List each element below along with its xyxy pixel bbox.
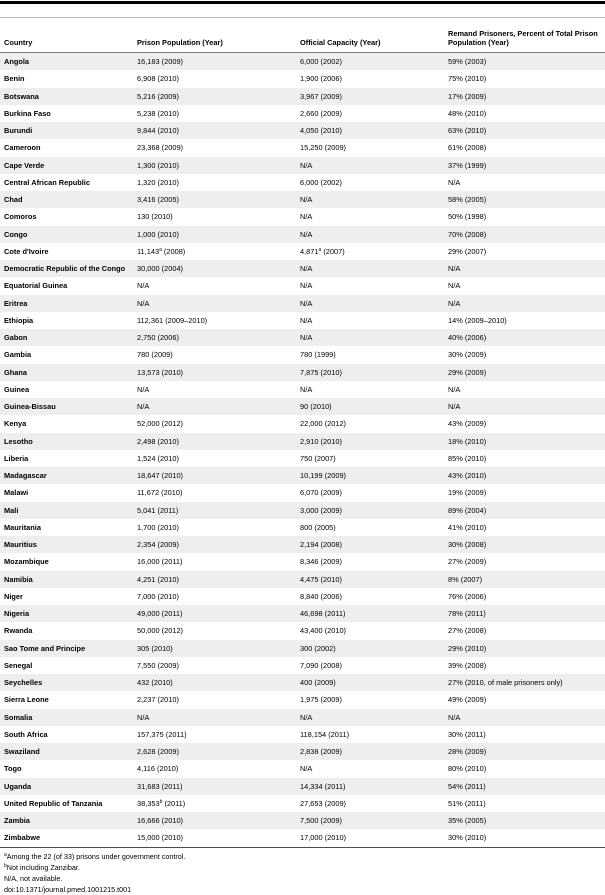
- cell-official-capacity: 3,000 (2009): [300, 505, 342, 515]
- cell-country: Angola: [4, 57, 30, 67]
- cell-remand: 43% (2010): [448, 471, 487, 481]
- footnote-line: $^a$Among the 22 (of 33) prisons under government control.: [4, 851, 186, 861]
- table-row: [0, 795, 605, 812]
- cell-official-capacity: 4,871$^a$ (2007): [300, 246, 345, 256]
- table-row: [0, 484, 605, 501]
- cell-remand: N/A: [448, 177, 461, 187]
- table-row: [0, 415, 605, 432]
- cell-official-capacity: N/A: [300, 264, 313, 274]
- footnote-mark: b: [159, 798, 163, 805]
- table-row: [0, 174, 605, 191]
- cell-remand: 17% (2009): [448, 91, 487, 101]
- footnote-mark: a: [4, 851, 7, 858]
- cell-remand: 78% (2011): [448, 609, 486, 619]
- cell-country: Mali: [4, 505, 19, 515]
- cell-remand: 28% (2009): [448, 747, 487, 757]
- cell-official-capacity: 4,475 (2010): [300, 574, 342, 584]
- table-row: [0, 260, 605, 277]
- cell-country: Benin: [4, 74, 25, 84]
- cell-prison-population: 780 (2009): [137, 350, 173, 360]
- cell-prison-population: 432 (2010): [137, 678, 173, 688]
- cell-official-capacity: 22,000 (2012): [300, 419, 347, 429]
- cell-country: Ghana: [4, 367, 27, 377]
- table-row: [0, 312, 605, 329]
- cell-official-capacity: 2,910 (2010): [300, 436, 342, 446]
- cell-official-capacity: 7,090 (2008): [300, 660, 342, 670]
- cell-prison-population: 2,628 (2009): [137, 747, 179, 757]
- cell-prison-population: 16,000 (2011): [137, 557, 183, 567]
- cell-official-capacity: 90 (2010): [300, 402, 332, 412]
- table-row: [0, 139, 605, 156]
- cell-official-capacity: 118,154 (2011): [300, 729, 350, 739]
- cell-country: Zimbabwe: [4, 833, 41, 843]
- cell-prison-population: 31,683 (2011): [137, 781, 183, 791]
- cell-prison-population: 305 (2010): [137, 643, 173, 653]
- cell-country: Central African Republic: [4, 177, 90, 187]
- cell-official-capacity: 8,346 (2009): [300, 557, 342, 567]
- table-row: [0, 226, 605, 243]
- top-rule: [0, 1, 605, 4]
- cell-prison-population: 5,238 (2010): [137, 108, 179, 118]
- table-row: [0, 243, 605, 260]
- cell-country: Ethiopia: [4, 315, 34, 325]
- cell-prison-population: 7,000 (2010): [137, 591, 179, 601]
- table-row: [0, 88, 605, 105]
- header-official-capacity: Official Capacity (Year): [300, 38, 381, 47]
- cell-prison-population: 52,000 (2012): [137, 419, 184, 429]
- table-row: [0, 691, 605, 708]
- cell-country: Malawi: [4, 488, 29, 498]
- cell-prison-population: N/A: [137, 402, 150, 412]
- cell-prison-population: 23,368 (2009): [137, 143, 184, 153]
- table-row: [0, 329, 605, 346]
- table-row: [0, 571, 605, 588]
- table-page: [0, 1, 605, 894]
- table-row: [0, 829, 605, 846]
- cell-prison-population: 4,251 (2010): [137, 574, 179, 584]
- cell-country: Botswana: [4, 91, 39, 101]
- table-row: [0, 812, 605, 829]
- cell-country: Mozambique: [4, 557, 49, 567]
- footnote-line: doi:10.1371/journal.pmed.1001215.t001: [4, 884, 132, 894]
- cell-official-capacity: 6,070 (2009): [300, 488, 342, 498]
- cell-country: Burkina Faso: [4, 108, 51, 118]
- cell-remand: N/A: [448, 298, 461, 308]
- table-row: [0, 467, 605, 484]
- cell-remand: 63% (2010): [448, 126, 487, 136]
- cell-official-capacity: 7,500 (2009): [300, 816, 342, 826]
- cell-prison-population: 157,375 (2011): [137, 729, 187, 739]
- cell-prison-population: 50,000 (2012): [137, 626, 184, 636]
- cell-prison-population: 1,700 (2010): [137, 522, 179, 532]
- cell-remand: 75% (2010): [448, 74, 487, 84]
- cell-official-capacity: 400 (2009): [300, 678, 336, 688]
- cell-remand: N/A: [448, 384, 461, 394]
- cell-remand: 39% (2008): [448, 660, 487, 670]
- cell-remand: 48% (2010): [448, 108, 487, 118]
- cell-remand: 89% (2004): [448, 505, 487, 515]
- cell-official-capacity: N/A: [300, 212, 313, 222]
- cell-prison-population: N/A: [137, 712, 150, 722]
- cell-official-capacity: N/A: [300, 195, 313, 205]
- cell-official-capacity: 800 (2005): [300, 522, 336, 532]
- cell-country: Sao Tome and Principe: [4, 643, 86, 653]
- cell-remand: N/A: [448, 712, 461, 722]
- cell-country: Chad: [4, 195, 23, 205]
- cell-country: Gambia: [4, 350, 32, 360]
- cell-official-capacity: 780 (1999): [300, 350, 336, 360]
- table-row: [0, 450, 605, 467]
- cell-remand: 80% (2010): [448, 764, 487, 774]
- footnote-mark: b: [4, 862, 7, 869]
- cell-prison-population: N/A: [137, 298, 150, 308]
- header-prison-population: Prison Population (Year): [137, 38, 223, 47]
- cell-country: Mauritius: [4, 540, 37, 550]
- cell-remand: 58% (2005): [448, 195, 487, 205]
- cell-country: Somalia: [4, 712, 33, 722]
- cell-official-capacity: 10,199 (2009): [300, 471, 347, 481]
- cell-remand: 19% (2009): [448, 488, 487, 498]
- header-country: Country: [4, 38, 33, 47]
- cell-prison-population: 15,000 (2010): [137, 833, 184, 843]
- cell-remand: 43% (2009): [448, 419, 487, 429]
- table-row: [0, 295, 605, 312]
- cell-country: Comoros: [4, 212, 37, 222]
- cell-prison-population: 1,524 (2010): [137, 453, 179, 463]
- cell-country: Liberia: [4, 453, 29, 463]
- cell-official-capacity: 2,194 (2008): [300, 540, 342, 550]
- cell-remand: 18% (2010): [448, 436, 487, 446]
- cell-remand: 54% (2011): [448, 781, 486, 791]
- cell-country: Togo: [4, 764, 22, 774]
- cell-remand: 61% (2008): [448, 143, 487, 153]
- cell-remand: 70% (2008): [448, 229, 487, 239]
- table-row: [0, 674, 605, 691]
- cell-official-capacity: 17,000 (2010): [300, 833, 347, 843]
- table-row: [0, 778, 605, 795]
- cell-country: Uganda: [4, 781, 32, 791]
- cell-official-capacity: 14,334 (2011): [300, 781, 346, 791]
- cell-remand: N/A: [448, 402, 461, 412]
- table-row: [0, 519, 605, 536]
- cell-official-capacity: 2,838 (2009): [300, 747, 342, 757]
- cell-prison-population: 16,666 (2010): [137, 816, 184, 826]
- cell-remand: 40% (2006): [448, 333, 487, 343]
- cell-country: Congo: [4, 229, 28, 239]
- cell-prison-population: 6,908 (2010): [137, 74, 179, 84]
- cell-remand: 59% (2003): [448, 57, 487, 67]
- table-row: [0, 277, 605, 294]
- cell-official-capacity: N/A: [300, 712, 313, 722]
- table-row: [0, 364, 605, 381]
- cell-country: Senegal: [4, 660, 33, 670]
- cell-official-capacity: N/A: [300, 764, 313, 774]
- table-row: [0, 640, 605, 657]
- table-row: [0, 726, 605, 743]
- cell-country: Kenya: [4, 419, 27, 429]
- footnote-line: $^b$Not including Zanzibar.: [4, 862, 80, 872]
- cell-remand: 29% (2007): [448, 246, 487, 256]
- cell-official-capacity: 4,050 (2010): [300, 126, 342, 136]
- header-remand: Remand Prisoners, Percent of Total Prison Population (Year): [448, 29, 598, 47]
- table-row: [0, 709, 605, 726]
- cell-country: Nigeria: [4, 609, 30, 619]
- table-row: [0, 346, 605, 363]
- footnote-line: N/A, not available.: [4, 873, 63, 883]
- cell-official-capacity: 2,660 (2009): [300, 108, 342, 118]
- cell-official-capacity: N/A: [300, 229, 313, 239]
- table-row: [0, 588, 605, 605]
- cell-prison-population: 1,300 (2010): [137, 160, 179, 170]
- cell-country: Lesotho: [4, 436, 33, 446]
- cell-official-capacity: 6,000 (2002): [300, 177, 342, 187]
- cell-prison-population: 16,183 (2009): [137, 57, 184, 67]
- cell-remand: 14% (2009–2010): [448, 315, 507, 325]
- cell-official-capacity: 750 (2007): [300, 453, 336, 463]
- cell-country: Democratic Republic of the Congo: [4, 264, 126, 274]
- cell-prison-population: 112,361 (2009–2010): [137, 315, 208, 325]
- cell-prison-population: N/A: [137, 281, 150, 291]
- cell-remand: 29% (2009): [448, 367, 487, 377]
- cell-country: Sierra Leone: [4, 695, 49, 705]
- table-row: [0, 743, 605, 760]
- cell-country: Cote d'Ivoire: [4, 246, 49, 256]
- cell-country: Namibia: [4, 574, 33, 584]
- cell-prison-population: 2,237 (2010): [137, 695, 179, 705]
- cell-country: Madagascar: [4, 471, 47, 481]
- cell-prison-population: 5,216 (2009): [137, 91, 179, 101]
- cell-official-capacity: 1,975 (2009): [300, 695, 342, 705]
- cell-official-capacity: N/A: [300, 384, 313, 394]
- cell-remand: 27% (2010, of male prisoners only): [448, 678, 563, 688]
- cell-prison-population: 7,550 (2009): [137, 660, 179, 670]
- table-row: [0, 657, 605, 674]
- cell-country: Cape Verde: [4, 160, 45, 170]
- cell-remand: 29% (2010): [448, 643, 487, 653]
- table-row: [0, 208, 605, 225]
- cell-country: Burundi: [4, 126, 33, 136]
- cell-prison-population: 13,573 (2010): [137, 367, 184, 377]
- table-row: [0, 605, 605, 622]
- table-row: [0, 191, 605, 208]
- cell-prison-population: 9,844 (2010): [137, 126, 179, 136]
- table-header: [0, 17, 605, 53]
- cell-official-capacity: 3,967 (2009): [300, 91, 342, 101]
- cell-remand: 35% (2005): [448, 816, 487, 826]
- cell-remand: 30% (2009): [448, 350, 487, 360]
- footnote-mark: a: [318, 246, 322, 253]
- cell-prison-population: 18,647 (2010): [137, 471, 184, 481]
- cell-official-capacity: 7,875 (2010): [300, 367, 342, 377]
- cell-official-capacity: N/A: [300, 298, 313, 308]
- cell-remand: 76% (2006): [448, 591, 487, 601]
- cell-official-capacity: 8,840 (2006): [300, 591, 342, 601]
- cell-country: Niger: [4, 591, 23, 601]
- cell-prison-population: 1,320 (2010): [137, 177, 179, 187]
- cell-prison-population: 2,354 (2009): [137, 540, 179, 550]
- table-body: [0, 53, 605, 848]
- cell-country: Cameroon: [4, 143, 41, 153]
- footnote-mark: a: [159, 246, 162, 253]
- cell-country: Gabon: [4, 333, 28, 343]
- footnotes: [0, 848, 605, 895]
- table-row: [0, 70, 605, 87]
- cell-prison-population: 2,498 (2010): [137, 436, 179, 446]
- cell-remand: N/A: [448, 281, 461, 291]
- cell-official-capacity: 1,900 (2006): [300, 74, 342, 84]
- cell-official-capacity: 43,400 (2010): [300, 626, 347, 636]
- cell-remand: 37% (1999): [448, 160, 487, 170]
- cell-official-capacity: N/A: [300, 315, 313, 325]
- cell-remand: 30% (2008): [448, 540, 487, 550]
- cell-remand: 30% (2011): [448, 729, 486, 739]
- cell-remand: 8% (2007): [448, 574, 483, 584]
- cell-country: Seychelles: [4, 678, 43, 688]
- table-row: [0, 622, 605, 639]
- cell-prison-population: 130 (2010): [137, 212, 173, 222]
- table-row: [0, 398, 605, 415]
- cell-country: Eritrea: [4, 298, 28, 308]
- cell-official-capacity: 300 (2002): [300, 643, 336, 653]
- cell-prison-population: 1,000 (2010): [137, 229, 179, 239]
- table-row: [0, 536, 605, 553]
- cell-official-capacity: 46,698 (2011): [300, 609, 346, 619]
- cell-official-capacity: 15,250 (2009): [300, 143, 347, 153]
- cell-official-capacity: N/A: [300, 160, 313, 170]
- cell-official-capacity: N/A: [300, 281, 313, 291]
- table-row: [0, 553, 605, 570]
- cell-remand: 27% (2008): [448, 626, 487, 636]
- cell-official-capacity: 6,000 (2002): [300, 57, 342, 67]
- cell-remand: 85% (2010): [448, 453, 487, 463]
- cell-country: Mauritania: [4, 522, 41, 532]
- cell-remand: N/A: [448, 264, 461, 274]
- cell-country: Rwanda: [4, 626, 33, 636]
- table-row: [0, 760, 605, 777]
- cell-prison-population: 38,353$^b$ (2011): [137, 798, 186, 808]
- cell-country: South Africa: [4, 729, 48, 739]
- table-row: [0, 53, 605, 70]
- cell-remand: 27% (2009): [448, 557, 487, 567]
- cell-official-capacity: 27,653 (2009): [300, 798, 347, 808]
- cell-prison-population: 30,000 (2004): [137, 264, 184, 274]
- cell-remand: 41% (2010): [448, 522, 487, 532]
- cell-prison-population: 11,672 (2010): [137, 488, 183, 498]
- cell-remand: 49% (2009): [448, 695, 487, 705]
- cell-prison-population: 11,143$^a$ (2008): [137, 246, 186, 256]
- cell-prison-population: 49,000 (2011): [137, 609, 183, 619]
- cell-country: Equatorial Guinea: [4, 281, 68, 291]
- cell-country: United Republic of Tanzania: [4, 798, 103, 808]
- cell-country: Guinea-Bissau: [4, 402, 56, 412]
- cell-country: Zambia: [4, 816, 30, 826]
- cell-country: Swaziland: [4, 747, 40, 757]
- cell-prison-population: N/A: [137, 384, 150, 394]
- cell-remand: 51% (2011): [448, 798, 486, 808]
- table-row: [0, 105, 605, 122]
- table-row: [0, 381, 605, 398]
- cell-country: Guinea: [4, 384, 30, 394]
- cell-prison-population: 5,041 (2011): [137, 505, 179, 515]
- table-row: [0, 502, 605, 519]
- cell-prison-population: 3,416 (2005): [137, 195, 179, 205]
- table-row: [0, 433, 605, 450]
- table-row: [0, 157, 605, 174]
- cell-prison-population: 2,750 (2006): [137, 333, 179, 343]
- cell-remand: 50% (1998): [448, 212, 487, 222]
- cell-remand: 30% (2010): [448, 833, 487, 843]
- cell-official-capacity: N/A: [300, 333, 313, 343]
- table-row: [0, 122, 605, 139]
- cell-prison-population: 4,116 (2010): [137, 764, 179, 774]
